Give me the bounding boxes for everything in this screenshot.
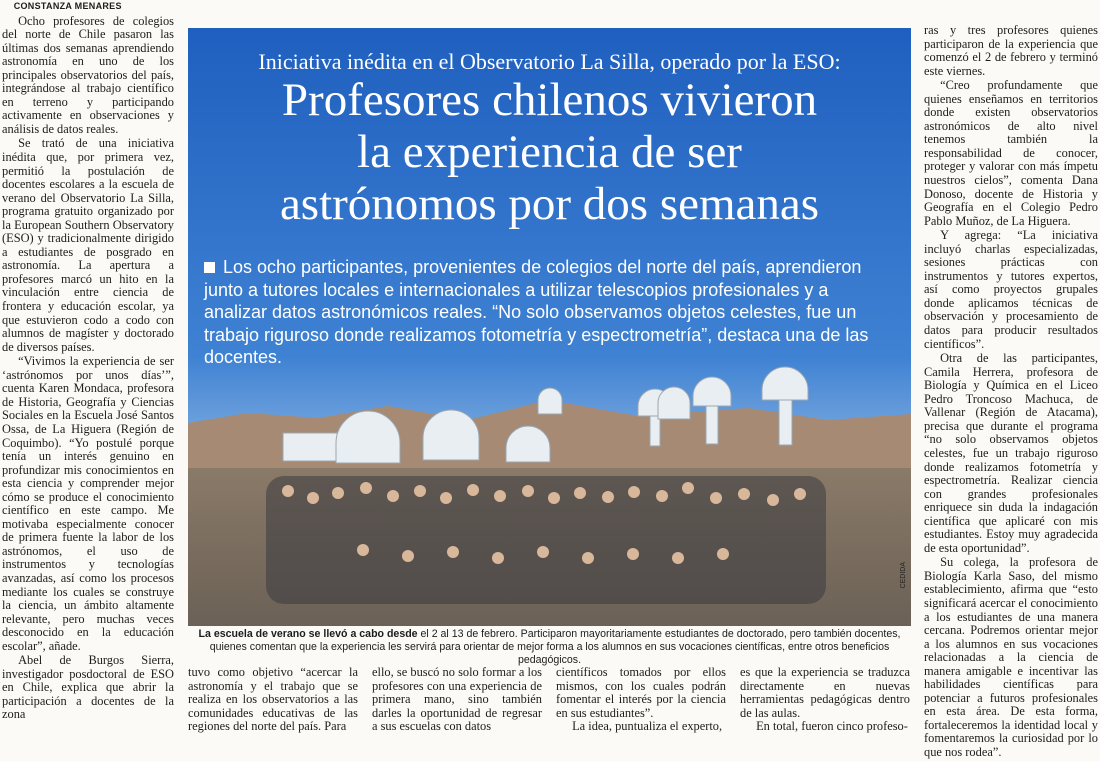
caption-lead: La escuela de verano se llevó a cabo desde	[198, 628, 418, 640]
left-paragraph-1: Ocho profesores de colegios del norte de Chile pasaron las últimas dos semanas aprendiendo astronomía en uno de los principales observatorios del país, integrándose al trabajo científico en terreno y participando activamente en observaciones y análisis de datos reales.	[2, 13, 174, 136]
bottom-col-3-paragraph-2: La idea, puntualiza el experto,	[572, 719, 723, 734]
deck	[204, 256, 894, 369]
deck-text: Los ocho participantes, provenientes de colegios del norte del país, aprendieron junto a tutores locales e internacionales a utilizar telescopios profesionales y a analizar datos astronómicos reales. “No solo observamos objetos celestes, fue un trabajo riguroso donde realizamos fotometría y espectrometría”, destaca una de las docentes.	[204, 257, 869, 367]
left-article-column	[2, 0, 174, 723]
right-paragraph-1: ras y tres profesores quienes participaron de la experiencia que comenzó el 2 de febrero y terminó este viernes.	[924, 23, 1098, 78]
left-paragraph-3: “Vivimos la experiencia de ser ‘astrónomos por unos días’”, cuenta Karen Mondaca, profesora de Historia, Geografía y Ciencias Sociales en la Escuela José Santos Ossa, de La Higuera (Región de Coquimbo). “Yo postulé porque tenía un interés genuino en profundizar mis conocimientos en esta ciencia y comprender mejor cómo se produce el conocimiento científico en este campo. Me motivaba especialmente conocer de primera fuente la labor de los astrónomos, el uso de instrumentos y tecnologías avanzadas, así como los procesos mediante los cuales se construye la ciencia, un ámbito altamente relevante, pero muchas veces desconocido en la educación escolar”, añade.	[2, 354, 174, 653]
headline-line-3: astrónomos por dos semanas	[279, 178, 820, 230]
right-paragraph-4: Otra de las participantes, Camila Herrera, profesora de Biología y Química en el Liceo Pedro Troncoso Machuca, de Vallenar (Región de Atacama), precisa que durante el programa “no solo observamos objetos celestes, fue un trabajo riguroso donde realizamos fotometría y espectrometría. Realizar ciencia con grandes profesionales enriquece sin duda la indagación científica que aplicaré con mis estudiantes. Estoy muy agradecida de esta oportunidad”.	[924, 351, 1098, 555]
bottom-col-2-paragraph: ello, se buscó no solo formar a los profesores con una experiencia de primera mano, sino también darles la oportunidad de regresar a sus escuelas con datos	[372, 665, 542, 734]
photo-caption	[188, 628, 911, 667]
byline: CONSTANZA MENARES	[13, 1, 122, 11]
headline-line-2: la experiencia de ser	[357, 126, 742, 178]
left-paragraph-2: Se trató de una iniciativa inédita que, por primera vez, permitió la postulación de docentes escolares a la escuela de verano del Observatorio La Silla, programa gratuito organizado por la European Southern Observatory (ESO) y tradicionalmente dirigido a estudiantes de posgrado en astronomía. La apertura a profesores marcó un hito en la vinculación entre ciencia de frontera y educación escolar, ya que estuvieron codo a codo con alumnos de magíster y doctorado de diversos países.	[2, 136, 174, 354]
bottom-column-2	[372, 666, 542, 734]
headline-line-1: Profesores chilenos vivieron	[281, 74, 818, 126]
right-paragraph-2: “Creo profundamente que quienes enseñamos en territorios donde existen observatorios astronómicos de alto nivel tenemos también la responsabilidad de conocer, proteger y valorar con más ímpetu nuestros cielos”, comenta Dana Donoso, docente de Historia y Geografía en el Colegio Pedro Pablo Muñoz, de La Higuera.	[924, 78, 1098, 228]
left-paragraph-4: Abel de Burgos Sierra, investigador posdoctoral de ESO en Chile, explica que abrir la participación a docentes de la zona	[2, 653, 174, 722]
caption-text: el 2 al 13 de febrero. Participaron mayoritariamente estudiantes de doctorado, pero también docentes, quienes comentan que la experiencia les servirá para orientar de mejor forma a los alumnos en sus vocaciones científicas, entre otros beneficios pedagógicos.	[209, 628, 901, 666]
bottom-col-4-paragraph-2: En total, fueron cinco profeso-	[756, 719, 908, 734]
photo-credit: CEDIDA	[900, 561, 907, 588]
bottom-col-3-paragraph-1: científicos tomados por ellos mismos, con los cuales podrán fomentar el interés por la ciencia en sus estudiantes”.	[556, 665, 726, 720]
kicker: Iniciativa inédita en el Observatorio La Silla, operado por la ESO:	[258, 49, 841, 74]
bottom-col-1-paragraph: tuvo como objetivo “acercar la astronomía y el trabajo que se realiza en los observatorios a las comunidades educativas de las regiones del norte del país. Para	[188, 665, 358, 734]
headline	[188, 74, 911, 230]
bottom-col-4-paragraph-1: es que la experiencia se traduzca directamente en nuevas herramientas pedagógicas dentro de las aulas.	[740, 665, 910, 720]
feature-photo-block	[188, 28, 911, 626]
right-paragraph-3: Y agrega: “La iniciativa incluyó charlas especializadas, sesiones prácticas con instrumentos y tutores expertos, así como proyectos grupales donde aplicamos técnicas de observación y procesamiento de datos para producir resultados científicos”.	[924, 228, 1098, 351]
right-paragraph-5: Su colega, la profesora de Biología Karla Saso, del mismo establecimiento, afirma que “esto significará acercar el conocimiento a los estudiantes de una manera cercana. Podremos orientar mejor a los alumnos en sus vocaciones relacionadas a la ciencia de manera amigable e incentivar las habilidades científicas para potenciar a futuros profesionales en esta área. De esta forma, fortaleceremos la identidad local y fomentaremos la curiosidad por lo que nos rodea”.	[924, 555, 1098, 759]
bottom-column-4	[740, 666, 910, 734]
bottom-column-3	[556, 666, 726, 734]
bullet-square-icon	[204, 262, 215, 273]
bottom-column-1	[188, 666, 358, 734]
right-article-column	[924, 0, 1098, 761]
